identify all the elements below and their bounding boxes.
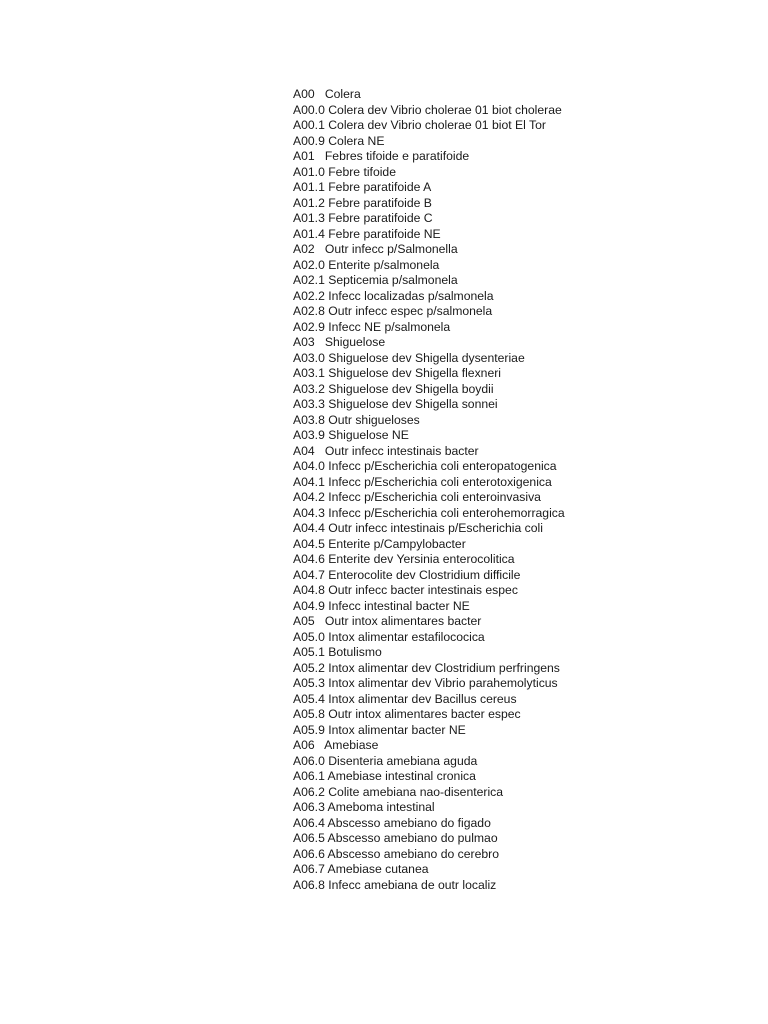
code-line: A02.0 Enterite p/salmonela: [293, 257, 440, 272]
code-line: A03.0 Shiguelose dev Shigella dysenteriae: [293, 350, 525, 365]
code-line: A04.0 Infecc p/Escherichia coli enteropatogenica: [293, 459, 557, 473]
code-line: A05.9 Intox alimentar bacter NE: [293, 722, 466, 737]
code-line: A05.3 Intox alimentar dev Vibrio parahemolyticus: [293, 676, 558, 690]
code-line: A00.1 Colera dev Vibrio cholerae 01 biot El Tor: [293, 118, 546, 132]
code-line: A06.0 Disenteria amebiana aguda: [293, 753, 478, 768]
code-line: A04.2 Infecc p/Escherichia coli enteroinvasiva: [293, 490, 541, 504]
code-line: A02 Outr infecc p/Salmonella: [293, 242, 458, 256]
code-line: A04.1 Infecc p/Escherichia coli enterotoxigenica: [293, 474, 552, 489]
code-line: A00.9 Colera NE: [293, 133, 385, 148]
code-line: A02.2 Infecc localizadas p/salmonela: [293, 288, 494, 303]
code-line: A06.8 Infecc amebiana de outr localiz: [293, 877, 497, 892]
code-line: A05.8 Outr intox alimentares bacter espec: [293, 707, 521, 721]
code-line: A03 Shiguelose: [293, 335, 386, 349]
code-line: A03.2 Shiguelose dev Shigella boydii: [293, 381, 494, 396]
code-line: A04.3 Infecc p/Escherichia coli enterohemorragica: [293, 505, 565, 520]
code-line: A05 Outr intox alimentares bacter: [293, 614, 482, 628]
code-line: A03.3 Shiguelose dev Shigella sonnei: [293, 397, 498, 411]
code-line: A05.2 Intox alimentar dev Clostridium perfringens: [293, 660, 560, 675]
code-line: A00 Colera: [293, 87, 361, 101]
code-line: A06 Amebiase: [293, 738, 379, 752]
code-line: A03.8 Outr shigueloses: [293, 412, 420, 427]
code-line: A06.2 Colite amebiana nao-disenterica: [293, 784, 504, 799]
code-line: A06.1 Amebiase intestinal cronica: [293, 769, 476, 783]
code-line: A04.8 Outr infecc bacter intestinais espec: [293, 583, 518, 597]
code-line: A04.5 Enterite p/Campylobacter: [293, 536, 466, 551]
code-line: A02.9 Infecc NE p/salmonela: [293, 319, 451, 334]
code-line: A00.0 Colera dev Vibrio cholerae 01 biot cholerae: [293, 102, 562, 117]
icd-code-list: [293, 87, 565, 893]
code-line: A06.6 Abscesso amebiano do cerebro: [293, 846, 499, 861]
code-line: A02.1 Septicemia p/salmonela: [293, 273, 458, 287]
code-line: A01 Febres tifoide e paratifoide: [293, 149, 470, 163]
code-line: A01.4 Febre paratifoide NE: [293, 226, 441, 241]
code-line: A03.1 Shiguelose dev Shigella flexneri: [293, 366, 502, 380]
code-line: A03.9 Shiguelose NE: [293, 428, 409, 442]
code-line: A02.8 Outr infecc espec p/salmonela: [293, 304, 493, 318]
code-line: A05.1 Botulismo: [293, 645, 382, 659]
code-line: A06.3 Ameboma intestinal: [293, 800, 435, 814]
code-line: A01.1 Febre paratifoide A: [293, 180, 432, 194]
code-line: A04.7 Enterocolite dev Clostridium difficile: [293, 567, 521, 582]
code-line: A04.4 Outr infecc intestinais p/Escherichia coli: [293, 521, 543, 535]
code-line: A01.3 Febre paratifoide C: [293, 211, 433, 225]
code-line: A04 Outr infecc intestinais bacter: [293, 443, 479, 458]
code-line: A06.5 Abscesso amebiano do pulmao: [293, 831, 498, 845]
code-line: A06.7 Amebiase cutanea: [293, 862, 429, 876]
code-line: A06.4 Abscesso amebiano do figado: [293, 815, 491, 830]
code-line: A01.0 Febre tifoide: [293, 164, 396, 179]
code-line: A05.4 Intox alimentar dev Bacillus cereus: [293, 691, 517, 706]
code-line: A04.9 Infecc intestinal bacter NE: [293, 598, 470, 613]
code-line: A01.2 Febre paratifoide B: [293, 195, 432, 210]
code-line: A04.6 Enterite dev Yersinia enterocolitica: [293, 552, 515, 566]
code-line: A05.0 Intox alimentar estafilococica: [293, 629, 485, 644]
